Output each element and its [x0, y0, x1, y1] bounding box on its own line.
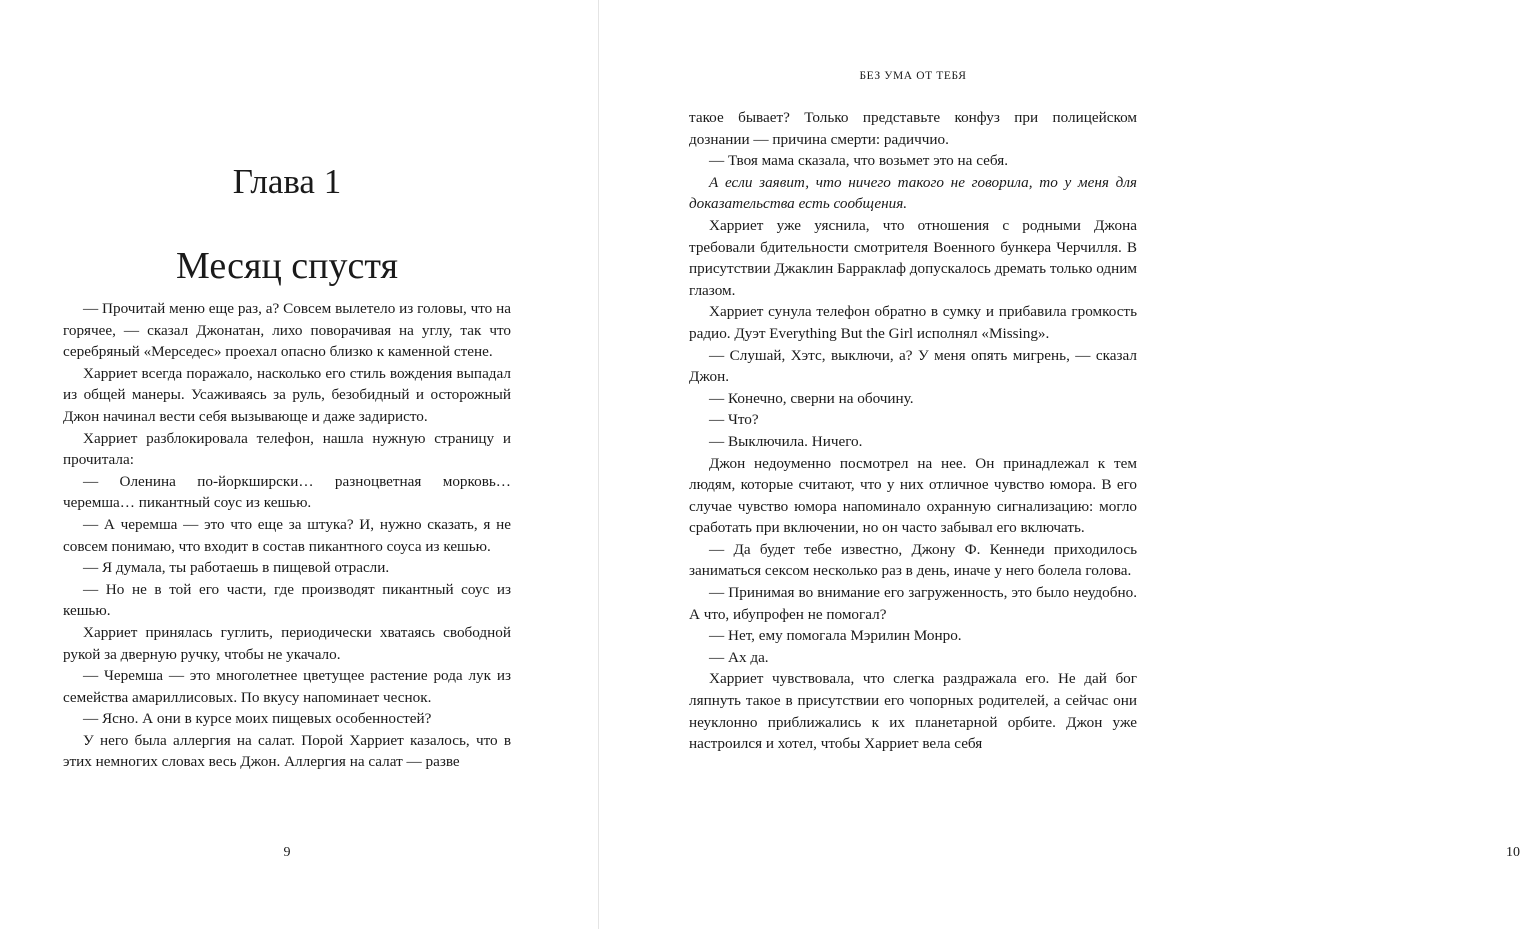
- paragraph: — Принимая во внимание его загруженность, это было неудобно. А что, ибупрофен не помогал?: [689, 584, 1137, 623]
- paragraph: Харриет чувствовала, что слегка раздражала его. Не дай бог ляпнуть такое в присутствии его чопорных родителей, а сейчас они неуклонно приближались к их планетарной орбите. Джон уже настроился и хотел, чтобы Харриет вела себя: [689, 670, 1137, 753]
- right-page-body: [689, 107, 1137, 755]
- running-header: БЕЗ УМА ОТ ТЕБЯ: [859, 70, 967, 82]
- paragraph: — Слушай, Хэтс, выключи, а? У меня опять мигрень, — сказал Джон.: [689, 346, 1137, 386]
- right-page: [599, 0, 1520, 929]
- paragraph: Харриет разблокировала телефон, нашла нужную страницу и прочитала:: [63, 429, 511, 469]
- paragraph-continuation: такое бывает? Только представьте конфуз при полицейском дознании — причина смерти: радиччио.: [689, 109, 1137, 148]
- paragraph: — А черемша — это что еще за штука? И, нужно сказать, я не совсем понимаю, что входит в состав пикантного соуса из кешью.: [63, 515, 511, 555]
- paragraph: У него была аллергия на салат. Порой Харриет казалось, что в этих немногих словах весь Джон. Аллергия на салат — разве: [63, 731, 511, 771]
- paragraph: — Что?: [709, 411, 759, 429]
- chapter-title: Глава 1: [232, 162, 342, 201]
- paragraph: — Ах да.: [709, 648, 769, 666]
- paragraph: — Я думала, ты работаешь в пищевой отрасли.: [83, 559, 390, 577]
- page-number-right: 10: [1506, 845, 1520, 860]
- left-page-body: [63, 298, 511, 773]
- page-number-left: 9: [283, 845, 291, 860]
- paragraph: Харриет всегда поражало, насколько его стиль вождения выпадал из общей манеры. Усаживаясь за руль, безобидный и осторожный Джон начинал вести себя вызывающе и даже задиристо.: [63, 364, 511, 425]
- paragraph: Харриет уже уяснила, что отношения с родными Джона требовали бдительности смотрителя Военного бункера Черчилля. В присутствии Джаклин Барраклаф допускалось дремать только одним глазом.: [689, 216, 1137, 299]
- chapter-subtitle: Месяц спустя: [176, 245, 398, 287]
- paragraph: — Твоя мама сказала, что возьмет это на себя.: [709, 152, 1009, 170]
- paragraph: — Да будет тебе известно, Джону Ф. Кеннеди приходилось заниматься сексом несколько раз в день, иначе у него болела голова.: [689, 540, 1137, 580]
- paragraph: Джон недоуменно посмотрел на нее. Он принадлежал к тем людям, которые считают, что у них отличное чувство юмора. В его случае чувство юмора напоминало охранную сигнализацию: могло сработать при включении, но он часто забывал его включать.: [689, 454, 1137, 537]
- paragraph: — Черемша — это многолетнее цветущее растение рода лук из семейства амариллисовых. По вкусу напоминает чеснок.: [63, 667, 511, 706]
- paragraph: Харриет принялась гуглить, периодически хватаясь свободной рукой за дверную ручку, чтобы не укачало.: [63, 623, 511, 663]
- left-page: [0, 0, 598, 929]
- paragraph: — Прочитай меню еще раз, а? Совсем вылетело из головы, что на горячее, — сказал Джонатан, лихо поворачивая на углу, так что серебряный «Мерседес» проехал опасно близко к каменной стене.: [63, 300, 511, 361]
- paragraph: — Нет, ему помогала Мэрилин Монро.: [709, 627, 962, 645]
- paragraph: — Ясно. А они в курсе моих пищевых особенностей?: [83, 710, 432, 728]
- paragraph: — Конечно, сверни на обочину.: [709, 389, 914, 407]
- paragraph: — Выключила. Ничего.: [709, 432, 863, 450]
- paragraph-italic-message: А если заявит, что ничего такого не говорила, то у меня для доказательства есть сообщения.: [689, 173, 1137, 213]
- paragraph: — Но не в той его части, где производят пикантный соус из кешью.: [63, 580, 511, 620]
- paragraph: — Оленина по-йоркширски… разноцветная морковь… черемша… пикантный соус из кешью.: [63, 472, 511, 512]
- paragraph: Харриет сунула телефон обратно в сумку и прибавила громкость радио. Дуэт Everything But the Girl исполнял «Missing».: [689, 303, 1137, 342]
